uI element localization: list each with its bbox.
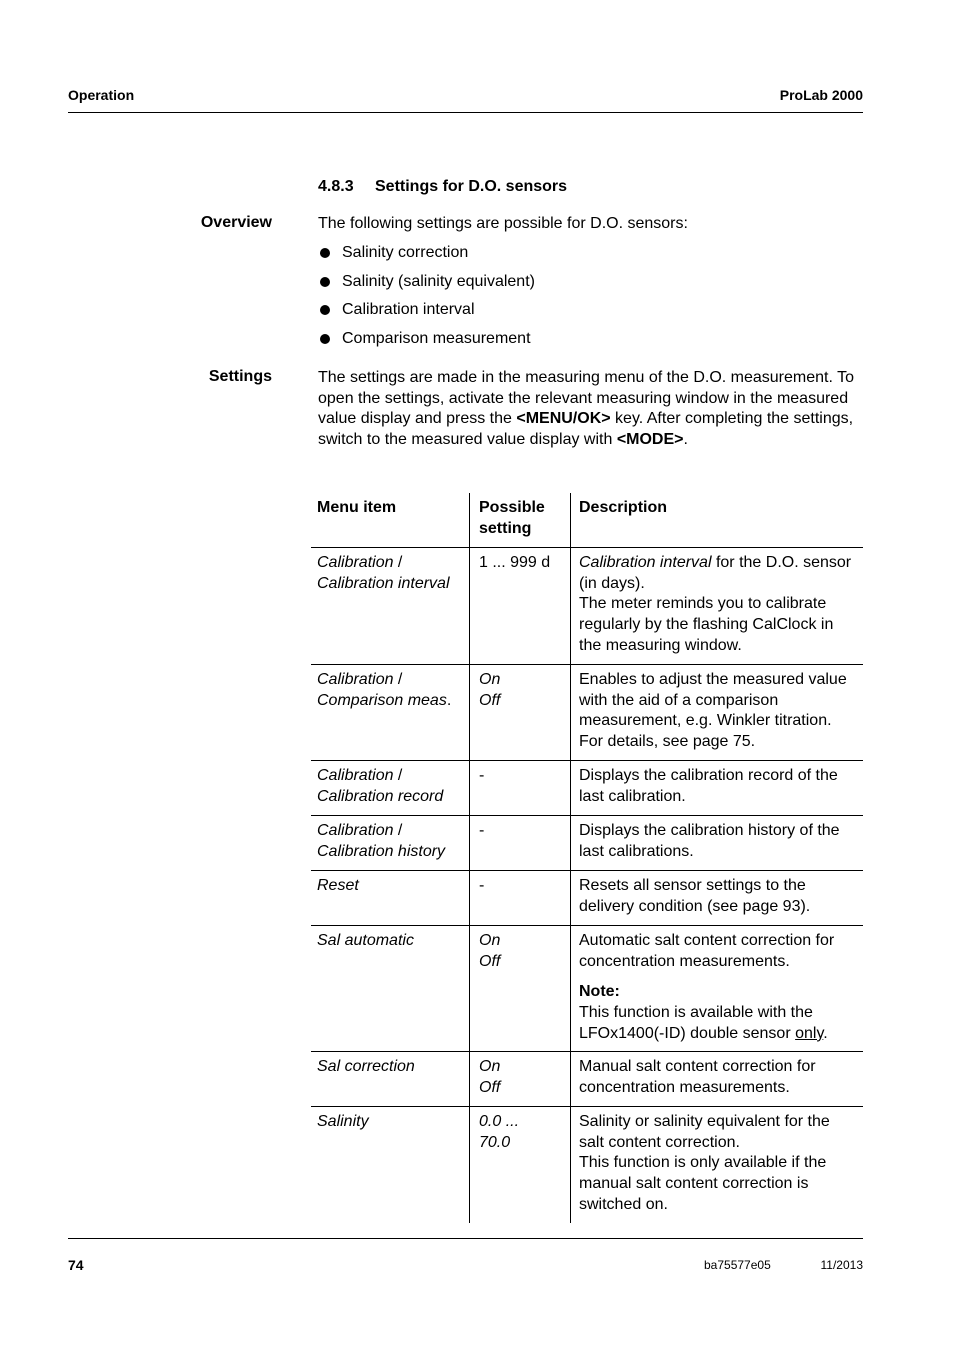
- menu-item-cell: Sal correction: [311, 1052, 470, 1107]
- table-row: [311, 665, 863, 761]
- page-number: 74: [68, 1257, 84, 1273]
- table-row: [311, 926, 863, 1052]
- menu-item-cell: Calibration / Calibration interval: [311, 548, 470, 665]
- bullet-icon: [320, 277, 330, 287]
- description-cell: Calibration interval for the D.O. sensor (in days). The meter reminds you to calibrate regularly by the flashing CalClock in the measuring window.: [571, 548, 864, 665]
- column-header-possible-setting: Possible setting: [470, 493, 571, 548]
- footer-rule: [68, 1238, 863, 1239]
- list-item-text: Calibration interval: [342, 301, 475, 319]
- setting-cell: 1 ... 999 d: [470, 548, 571, 665]
- description-cell: Displays the calibration history of the last calibrations.: [571, 816, 864, 871]
- settings-table: [311, 493, 863, 1223]
- list-item: [318, 329, 535, 358]
- mode-key: <MODE>: [616, 431, 684, 449]
- header-product: ProLab 2000: [779, 87, 863, 103]
- table-row: [311, 816, 863, 871]
- bullet-icon: [320, 248, 330, 258]
- menu-item-cell: Calibration / Calibration history: [311, 816, 470, 871]
- list-item-text: Salinity (salinity equivalent): [342, 272, 535, 290]
- overview-intro: The following settings are possible for D.O. sensors:: [318, 215, 688, 232]
- table-row: [311, 548, 863, 665]
- setting-cell: On Off: [470, 1052, 571, 1107]
- setting-cell: On Off: [470, 665, 571, 761]
- description-cell: Resets all sensor settings to the delivery condition (see page 93).: [571, 871, 864, 926]
- setting-cell: -: [470, 761, 571, 816]
- header-chapter: Operation: [68, 87, 135, 103]
- table-row: [311, 871, 863, 926]
- list-item: [318, 272, 535, 301]
- column-header-description: Description: [571, 493, 864, 548]
- table-row: [311, 761, 863, 816]
- table-row: [311, 1107, 863, 1223]
- menu-item-cell: Calibration / Calibration record: [311, 761, 470, 816]
- list-item: [318, 243, 535, 272]
- setting-cell: -: [470, 871, 571, 926]
- menu-item-cell: Reset: [311, 871, 470, 926]
- section-title: Settings for D.O. sensors: [375, 178, 568, 195]
- description-cell: Manual salt content correction for concentration measurements.: [571, 1052, 864, 1107]
- header-rule: [68, 112, 863, 113]
- description-cell: Displays the calibration record of the last calibration.: [571, 761, 864, 816]
- settings-label: Settings: [208, 368, 272, 385]
- settings-paragraph: The settings are made in the measuring menu of the D.O. measurement. To open the settings, activate the relevant measuring window in the measured value display and press the <MENU/OK> key. After completing the settings, switch to the measured value display with <MODE>.: [318, 369, 854, 449]
- bullet-icon: [320, 305, 330, 315]
- document-id: ba75577e05: [704, 1258, 771, 1272]
- menu-ok-key: <MENU/OK>: [516, 410, 611, 428]
- menu-item-cell: Calibration / Comparison meas.: [311, 665, 470, 761]
- overview-label: Overview: [200, 214, 272, 231]
- table-row: [311, 1052, 863, 1107]
- setting-cell: -: [470, 816, 571, 871]
- overview-bullet-list: [318, 243, 535, 358]
- list-item: [318, 300, 535, 329]
- bullet-icon: [320, 334, 330, 344]
- description-cell: Salinity or salinity equivalent for the salt content correction. This function is only available if the manual salt content correction is switched on.: [571, 1107, 864, 1223]
- description-cell: Automatic salt content correction for concentration measurements. Note: This function is available with the LFOx1400(-ID) double sensor only.: [571, 926, 864, 1052]
- document-date: 11/2013: [820, 1258, 863, 1272]
- menu-item-cell: Sal automatic: [311, 926, 470, 1052]
- setting-cell: On Off: [470, 926, 571, 1052]
- list-item-text: Salinity correction: [342, 244, 469, 261]
- description-cell: Enables to adjust the measured value with the aid of a comparison measurement, e.g. Winkler titration. For details, see page 75.: [571, 665, 864, 761]
- list-item-text: Comparison measurement: [342, 330, 531, 348]
- menu-item-cell: Salinity: [311, 1107, 470, 1223]
- table-header-row: [311, 493, 863, 548]
- column-header-menu-item: Menu item: [317, 499, 397, 516]
- section-number: 4.8.3: [318, 178, 354, 195]
- setting-cell: 0.0 ... 70.0: [470, 1107, 571, 1223]
- note-label: Note:: [579, 983, 620, 1001]
